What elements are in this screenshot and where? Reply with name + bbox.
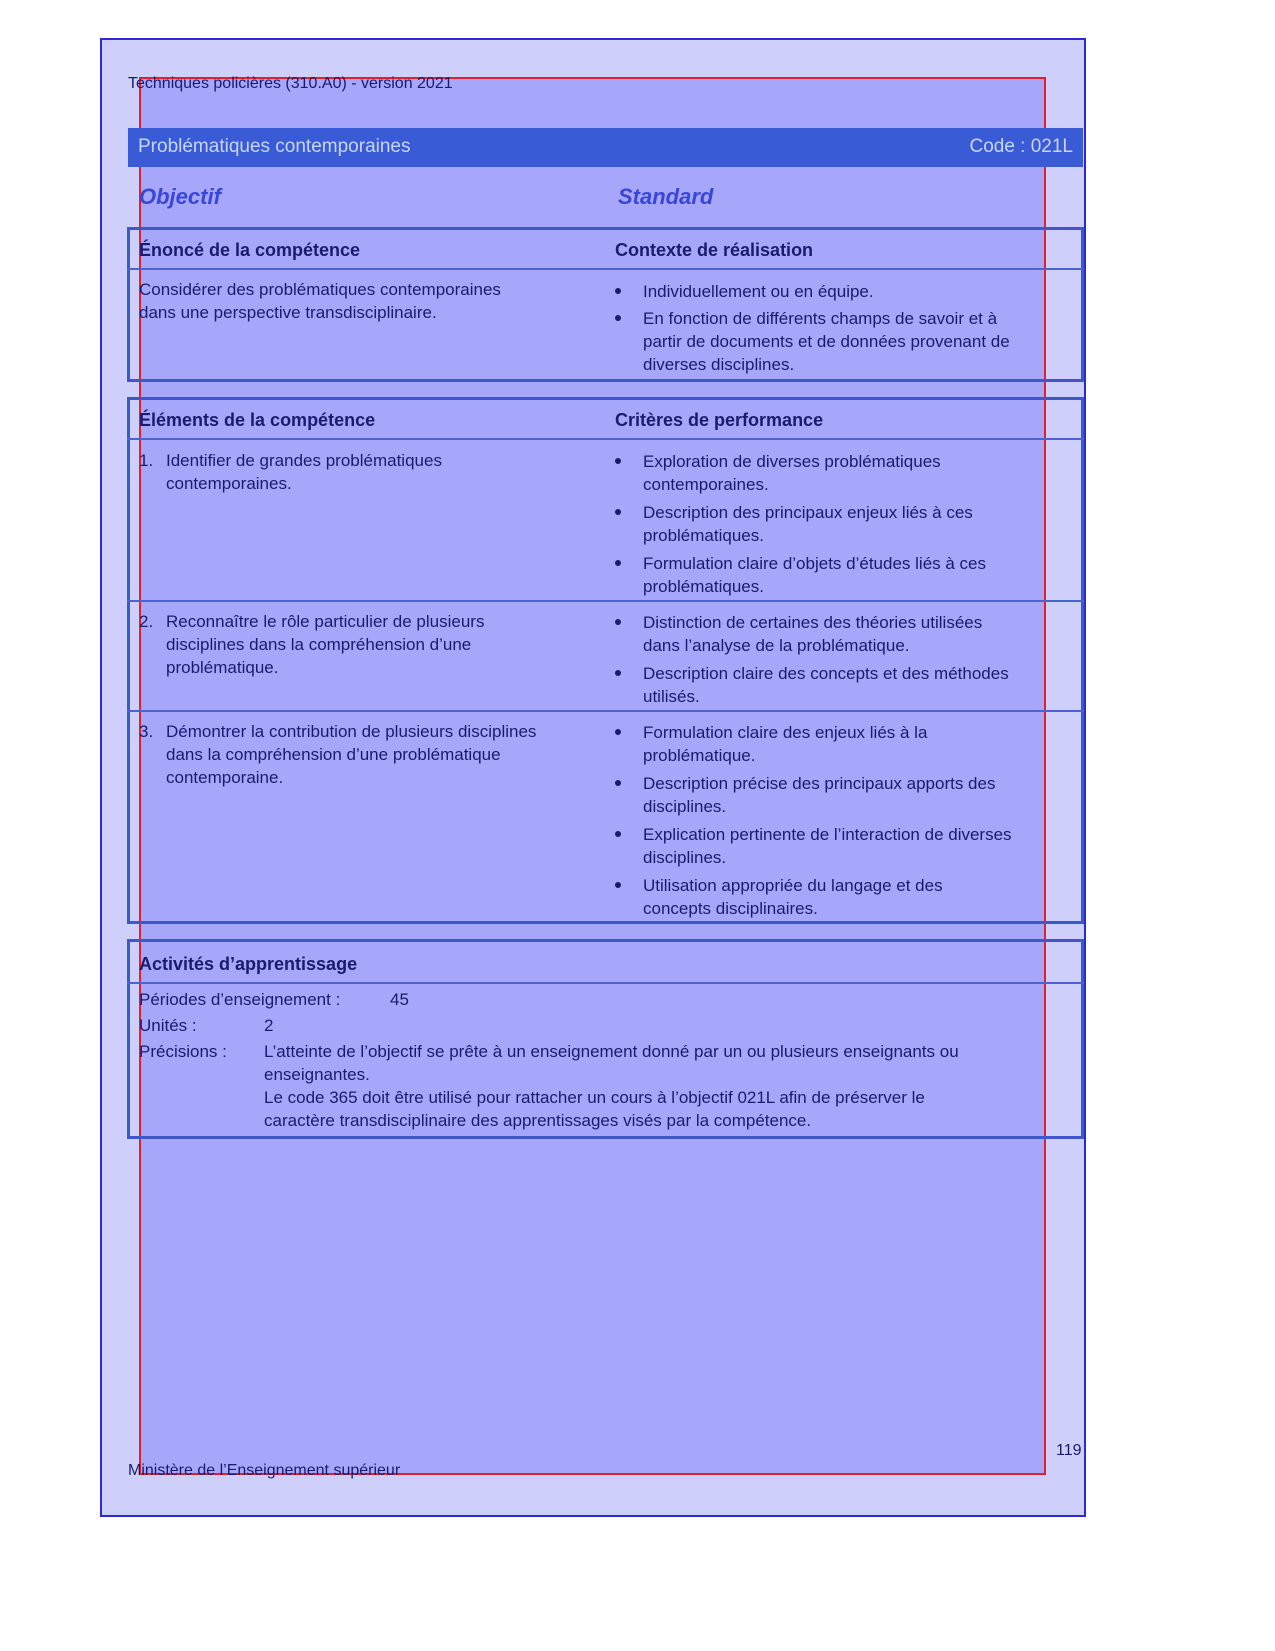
bullet-icon [615, 670, 621, 676]
element-line: contemporaines. [166, 474, 292, 493]
element-line: Reconnaître le rôle particulier de plusieurs [166, 612, 485, 631]
criterion-line: Formulation claire des enjeux liés à la [643, 723, 928, 742]
elements-label: Éléments de la compétence [139, 410, 376, 430]
element-number: 3. [139, 722, 154, 741]
enonce-line: dans une perspective transdisciplinaire. [139, 303, 437, 322]
element-line: disciplines dans la compréhension d’une [166, 635, 472, 654]
criterion-line: utilisés. [643, 687, 700, 706]
element-number: 2. [139, 612, 154, 631]
bullet-icon [615, 729, 621, 735]
precisions-line: Le code 365 doit être utilisé pour rattacher un cours à l’objectif 021L afin de préserver le [264, 1088, 925, 1107]
divider [127, 600, 1084, 602]
criterion-line: Description des principaux enjeux liés à ces [643, 503, 973, 522]
ministry-footer: Ministère de l’Enseignement supérieur [128, 1462, 401, 1479]
criterion-line: concepts disciplinaires. [643, 899, 818, 918]
unites-value: 2 [264, 1016, 274, 1035]
page-title: Problématiques contemporaines [138, 136, 411, 157]
criterion-line: disciplines. [643, 848, 727, 867]
element-line: Identifier de grandes problématiques [166, 451, 442, 470]
element-line: contemporaine. [166, 768, 284, 787]
criterion-line: problématiques. [643, 577, 764, 596]
contexte-item: Individuellement ou en équipe. [643, 282, 874, 301]
precisions-line: caractère transdisciplinaire des apprentissages visés par la compétence. [264, 1111, 812, 1130]
divider [127, 438, 1084, 440]
criterion-line: problématiques. [643, 526, 764, 545]
element-number: 1. [139, 451, 154, 470]
periodes-value: 45 [390, 990, 409, 1009]
criterion-line: disciplines. [643, 797, 727, 816]
title-bar [128, 128, 1083, 167]
criterion-line: problématique. [643, 746, 756, 765]
contexte-item: diverses disciplines. [643, 355, 795, 374]
enonce-label: Énoncé de la compétence [139, 240, 361, 260]
contexte-item: partir de documents et de données provenant de [643, 332, 1010, 351]
bullet-icon [615, 831, 621, 837]
enonce-line: Considérer des problématiques contemporaines [139, 280, 501, 299]
precisions-label: Précisions : [139, 1042, 227, 1061]
bullet-icon [615, 288, 621, 294]
criterion-line: Description précise des principaux apports des [643, 774, 996, 793]
criterion-line: dans l’analyse de la problématique. [643, 636, 910, 655]
periodes-label: Périodes d’enseignement : [139, 990, 341, 1009]
contexte-label: Contexte de réalisation [615, 240, 814, 260]
criterion-line: Exploration de diverses problématiques [643, 452, 941, 471]
criterion-line: Formulation claire d’objets d’études liés à ces [643, 554, 987, 573]
element-line: problématique. [166, 658, 279, 677]
objective-heading: Objectif [139, 184, 221, 209]
bullet-icon [615, 509, 621, 515]
bullet-icon [615, 882, 621, 888]
element-line: dans la compréhension d’une problématique [166, 745, 501, 764]
page-number: 119 [1056, 1442, 1082, 1459]
criterion-line: Distinction de certaines des théories utilisées [643, 613, 983, 632]
bullet-icon [615, 619, 621, 625]
bullet-icon [615, 315, 621, 321]
divider [127, 268, 1084, 270]
criterion-line: contemporaines. [643, 475, 769, 494]
contexte-item: En fonction de différents champs de savoir et à [643, 309, 998, 328]
criteres-label: Critères de performance [615, 410, 824, 430]
criterion-line: Description claire des concepts et des méthodes [643, 664, 1009, 683]
precisions-line: L’atteinte de l’objectif se prête à un enseignement donné par un ou plusieurs enseignants ou [264, 1042, 959, 1061]
bullet-icon [615, 458, 621, 464]
activities-label: Activités d’apprentissage [139, 954, 358, 974]
unites-label: Unités : [139, 1016, 197, 1035]
criterion-line: Explication pertinente de l’interaction de diverses [643, 825, 1012, 844]
divider [127, 982, 1084, 984]
standard-heading: Standard [618, 184, 714, 209]
precisions-line: enseignantes. [264, 1065, 370, 1084]
program-header: Techniques policières (310.A0) - version 2021 [128, 75, 453, 92]
criterion-line: Utilisation appropriée du langage et des [643, 876, 943, 895]
competence-code: Code : 021L [969, 136, 1073, 157]
element-line: Démontrer la contribution de plusieurs disciplines [166, 722, 537, 741]
bullet-icon [615, 560, 621, 566]
divider [127, 710, 1084, 712]
bullet-icon [615, 780, 621, 786]
